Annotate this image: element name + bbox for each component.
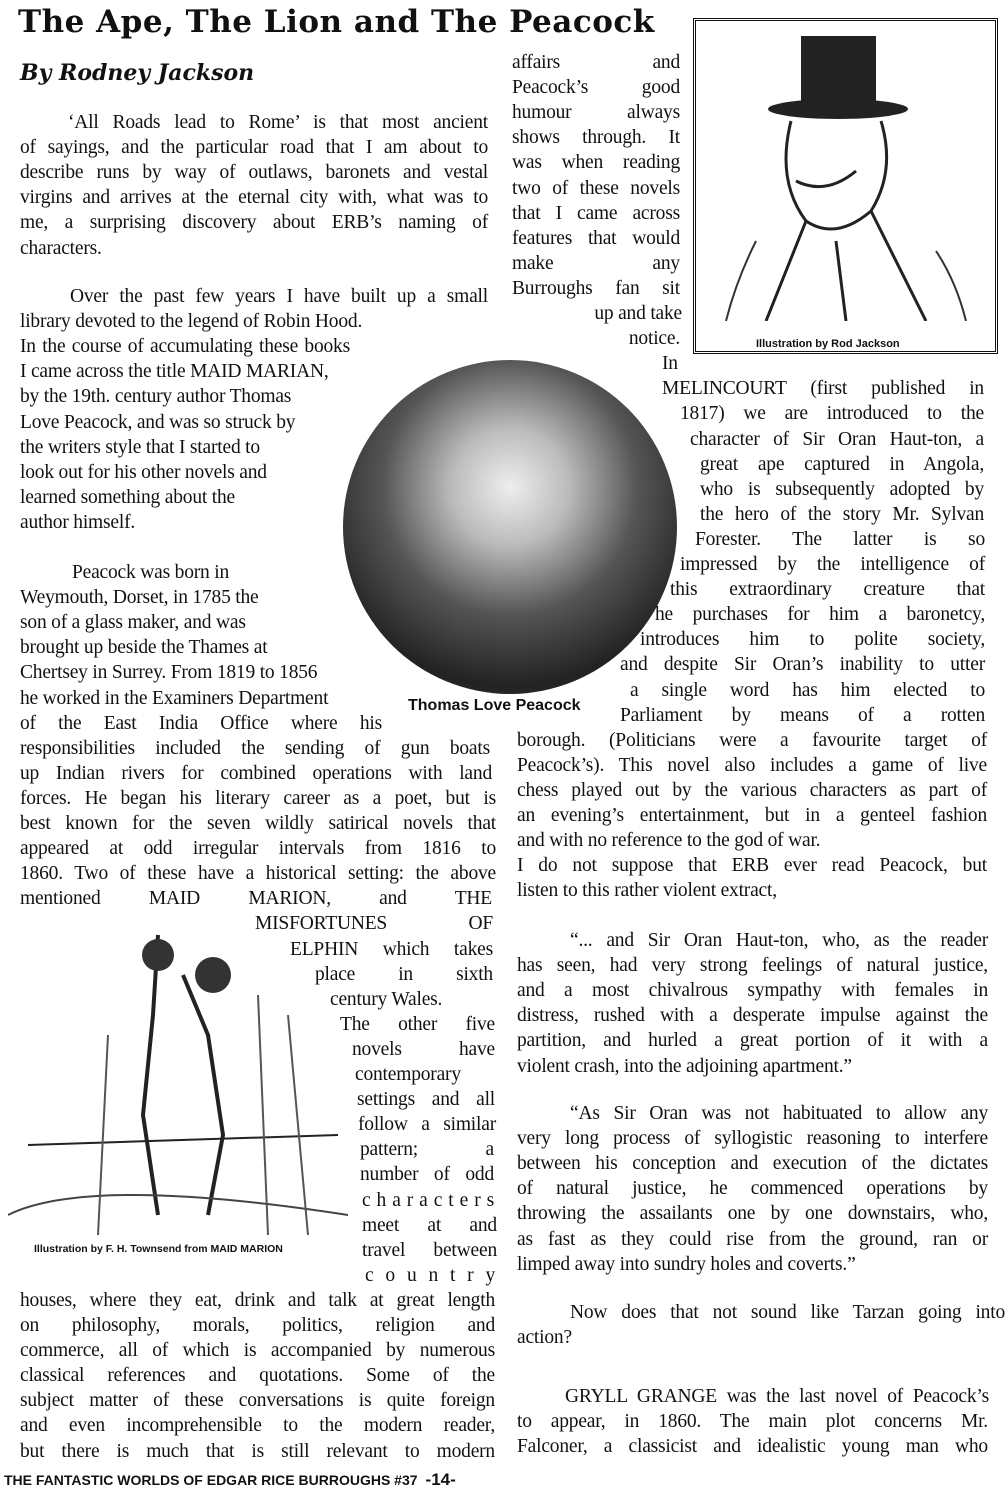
text-line-col2: Peacock’s good (512, 77, 680, 99)
text-line-para3: travel between (362, 1239, 497, 1261)
text-line-col2: an evening’s entertainment, but in a genteel fashion (517, 805, 987, 826)
text-line-para3: Chertsey in Surrey. From 1819 to 1856 (20, 662, 318, 684)
text-line-para3: follow a similar (358, 1114, 496, 1136)
text-line-col2: great ape captured in Angola, (700, 453, 984, 475)
text-line-col2: this extraordinary creature that (670, 579, 985, 601)
text-line-col2: and despite Sir Oran’s inability to utter (620, 654, 985, 676)
text-line-quote2: “As Sir Oran was not habituated to allow any (570, 1103, 988, 1124)
text-line-col2: chess played out by the various characters as part of (517, 779, 987, 801)
text-line-quote1: violent crash, into the adjoining apartment.” (517, 1055, 852, 1077)
text-line-col2: and with no reference to the god of war. (517, 830, 821, 852)
text-line-intro: describe runs by way of outlaws, baronets and vestal (20, 162, 488, 184)
text-line-para3: appeared at odd irregular intervals from 1816 to (20, 838, 496, 860)
text-line-para3: pattern; a (360, 1139, 494, 1161)
text-line-quote2: as fast as they could rise from the ground, ran or (517, 1228, 988, 1250)
text-line-col2: MELINCOURT (first published in (662, 378, 984, 400)
text-line-intro: characters. (20, 237, 102, 259)
text-line-gryll: GRYLL GRANGE was the last novel of Peacock’s (565, 1386, 989, 1407)
illustration-maid-marion (8, 915, 348, 1235)
text-line-para3: houses, where they eat, drink and talk at great length (20, 1289, 495, 1311)
text-line-col2: humour always (512, 102, 680, 124)
text-line-para3: he worked in the Examiners Department (20, 687, 329, 709)
text-line-col2: notice. (628, 328, 680, 350)
page-footer (4, 1470, 456, 1490)
text-line-para3: of the East India Office where his (20, 712, 382, 734)
text-line-intro: ‘All Roads lead to Rome’ is that most ancient (68, 112, 488, 133)
text-line-para3: The other five (340, 1013, 495, 1035)
text-line-para2: the writers style that I started to (20, 436, 260, 458)
text-line-col2: 1817) we are introduced to the (680, 403, 984, 425)
text-line-col2: features that would (512, 227, 680, 249)
text-line-para3: subject matter of these conversations is quite foreign (20, 1390, 495, 1412)
text-line-col2: a single word has him elected to (630, 679, 985, 701)
text-line-intro: of sayings, and the particular road that I am about to (20, 137, 488, 159)
maid-marion-sketch-icon (8, 915, 348, 1235)
text-line-quote1: partition, and hurled a great portion of it with a (517, 1030, 988, 1052)
text-line-para3: century Wales. (330, 988, 443, 1010)
text-line-para3: and even incomprehensible to the modern reader, (20, 1415, 495, 1437)
text-line-para3: novels have (352, 1038, 495, 1060)
ape-sketch-icon (696, 21, 995, 321)
text-line-quote1: “... and Sir Oran Haut-ton, who, as the reader (570, 930, 988, 951)
text-line-para3: meet at and (362, 1214, 497, 1236)
text-line-para2: library devoted to the legend of Robin Hood. (20, 311, 363, 333)
text-line-tarzan: Now does that not sound like Tarzan going into (570, 1302, 1005, 1323)
text-line-col2: Parliament by means of a rotten (620, 704, 985, 726)
page-number: -14- (425, 1470, 456, 1489)
text-line-col2: who is subsequently adopted by (700, 478, 984, 500)
text-line-para2: look out for his other novels and (20, 461, 267, 483)
text-line-para3: best known for the seven wildly satirical novels that (20, 813, 496, 834)
text-line-para2: I came across the title MAID MARIAN, (20, 361, 329, 383)
text-line-para3: MISFORTUNES OF (255, 913, 493, 935)
text-line-col2: he purchases for him a baronetcy, (655, 604, 985, 626)
text-line-para3: contemporary (355, 1064, 461, 1085)
text-line-col2: affairs and (512, 52, 680, 73)
text-line-para3: c o u n t r y (365, 1264, 495, 1286)
text-line-col2: Burroughs fan sit (512, 277, 680, 299)
text-line-para3: settings and all (357, 1089, 495, 1111)
illustration-caption-townsend: Illustration by F. H. Townsend from MAID MARION (34, 1243, 283, 1255)
text-line-para3: forces. He began his literary career as a poet, but is (20, 787, 496, 809)
text-line-col2: introduces him to polite society, (640, 629, 985, 651)
article-byline: By Rodney Jackson (20, 60, 255, 86)
text-line-col2: Forester. The latter is so (695, 528, 985, 550)
text-line-para3: place in sixth (315, 963, 493, 985)
text-line-tarzan: action? (517, 1327, 572, 1349)
text-line-quote2: of natural justice, he commenced operations by (517, 1178, 988, 1200)
portrait-caption: Thomas Love Peacock (408, 697, 581, 714)
text-line-para2: In the course of accumulating these books (20, 336, 350, 358)
text-line-para3: responsibilities included the sending of gun boats (20, 737, 490, 759)
text-line-quote1: distress, rushed with a desperate impulse against the (517, 1005, 988, 1027)
text-line-para2: by the 19th. century author Thomas (20, 386, 292, 408)
text-line-para3: son of a glass maker, and was (20, 612, 246, 634)
text-line-intro: me, a surprising discovery about ERB’s naming of (20, 212, 488, 234)
text-line-gryll: Falconer, a classicist and idealistic young man who (517, 1436, 988, 1458)
text-line-col2: impressed by the intelligence of (680, 554, 985, 575)
text-line-para2: learned something about the (20, 486, 235, 508)
text-line-para3: ELPHIN which takes (290, 938, 493, 960)
text-line-intro: virgins and arrives at the eternal city with, what was to (20, 187, 488, 209)
text-line-quote2: between his conception and execution of the dictates (517, 1153, 988, 1175)
text-line-col2: make any (512, 252, 680, 274)
text-line-quote1: has seen, had very strong feelings of natural justice, (517, 955, 988, 977)
text-line-para3: on philosophy, morals, politics, religion and (20, 1315, 495, 1336)
text-line-para3: 1860. Two of these have a historical setting: the above (20, 863, 496, 885)
text-line-col2: that I came across (512, 202, 680, 224)
text-line-col2: I do not suppose that ERB ever read Peacock, but (517, 855, 987, 877)
text-line-col2: shows through. It (512, 127, 680, 149)
text-line-col2: Peacock’s). This novel also includes a game of live (517, 754, 987, 776)
text-line-col2: borough. (Politicians were a favourite target of (517, 729, 987, 751)
text-line-para3: but there is much that is still relevant to modern (20, 1440, 495, 1462)
text-line-para2: Love Peacock, and was so struck by (20, 411, 296, 433)
text-line-para3: number of odd (360, 1164, 494, 1186)
text-line-col2: the hero of the story Mr. Sylvan (700, 503, 984, 525)
text-line-para3: brought up beside the Thames at (20, 637, 268, 659)
text-line-quote1: and a most chivalrous sympathy with females in (517, 980, 988, 1002)
text-line-para3: Weymouth, Dorset, in 1785 the (20, 587, 259, 609)
illustration-caption: Illustration by Rod Jackson (756, 338, 900, 350)
text-line-para3: c h a r a c t e r s (362, 1189, 494, 1211)
text-line-col2: character of Sir Oran Haut-ton, a (690, 428, 984, 450)
text-line-gryll: to appear, in 1860. The main plot concerns Mr. (517, 1411, 988, 1433)
text-line-col2: two of these novels (512, 177, 680, 199)
illustration-top-hat-ape (693, 18, 998, 354)
text-line-para3: mentioned MAID MARION, and THE (20, 888, 492, 910)
text-line-quote2: very long process of syllogistic reasoning to interfere (517, 1128, 988, 1150)
text-line-col2: was when reading (512, 152, 680, 174)
text-line-para2: Over the past few years I have built up a small (70, 286, 488, 307)
portrait-thomas-love-peacock (343, 360, 677, 694)
text-line-para3: up Indian rivers for combined operations with land (20, 762, 492, 784)
text-line-para3: classical references and quotations. Some of the (20, 1365, 495, 1387)
text-line-col2: listen to this rather violent extract, (517, 880, 777, 902)
text-line-para3: Peacock was born in (72, 562, 230, 583)
article-title: The Ape, The Lion and The Peacock (18, 4, 655, 40)
text-line-para2: author himself. (20, 511, 136, 533)
text-line-para3: commerce, all of which is accompanied by numerous (20, 1340, 495, 1362)
text-line-col2: In (662, 353, 678, 375)
text-line-col2: up and take (594, 303, 682, 324)
publication-name: THE FANTASTIC WORLDS OF EDGAR RICE BURROUGHS #37 (4, 1472, 418, 1488)
text-line-quote2: throwing the assailants one by one downstairs, who, (517, 1203, 988, 1225)
text-line-quote2: limped away into sundry holes and coverts.” (517, 1253, 856, 1275)
